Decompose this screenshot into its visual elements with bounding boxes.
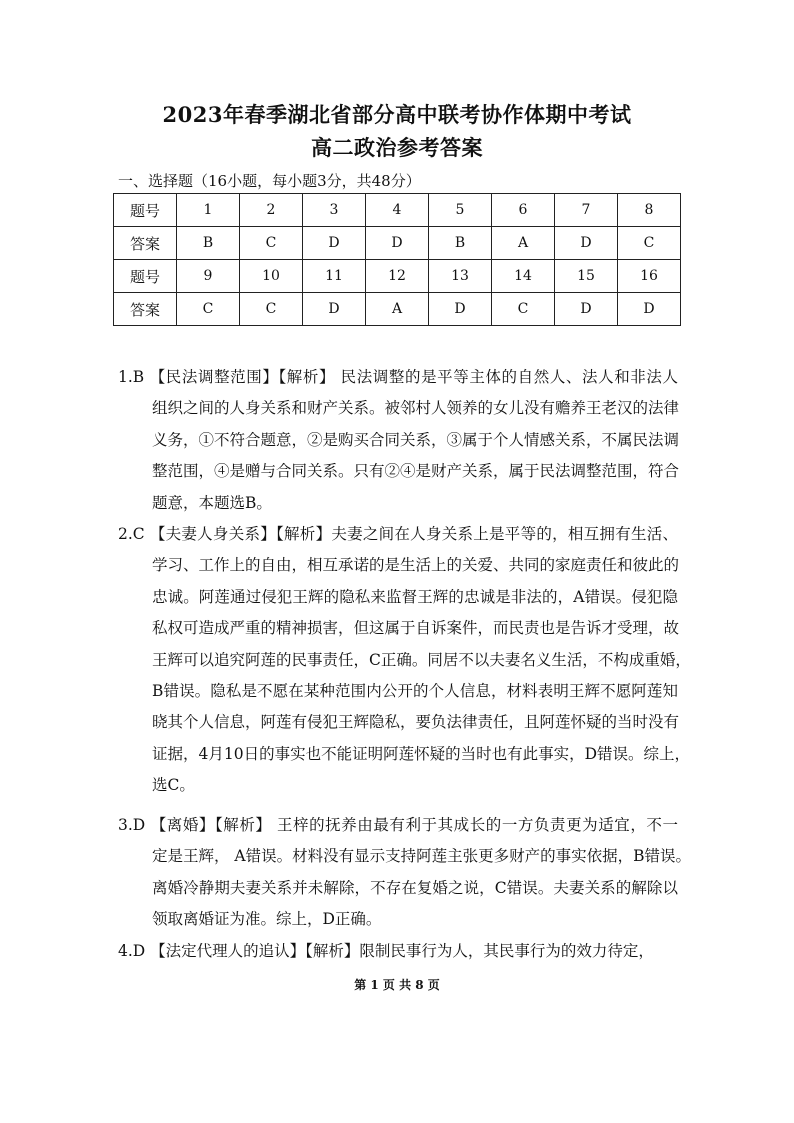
explanation-line: 私权可造成严重的精神损害，但这属于自诉案件，而民责也是告诉才受理，故 (152, 619, 680, 638)
table-row (114, 194, 681, 227)
table-cell: C (492, 293, 555, 326)
table-cell: C (177, 293, 240, 326)
explanation-line: 学习、工作上的自由，相互承诺的是生活上的关爱、共同的家庭责任和彼此的 (152, 556, 680, 575)
table-cell: 9 (177, 260, 240, 293)
explanation-line: 忠诚。阿莲通过侵犯王辉的隐私来监督王辉的忠诚是非法的，A错误。侵犯隐 (152, 587, 678, 606)
table-cell: A (366, 293, 429, 326)
table-cell: D (303, 293, 366, 326)
document-subtitle: 高二政治参考答案 (311, 135, 483, 160)
table-cell: C (618, 227, 681, 260)
explanation-line: 整范围，④是赠与合同关系。只有②④是财产关系，属于民法调整范围，符合 (152, 462, 680, 481)
explanation-line: 3.D 【离婚】【解析】 王梓的抚养由最有利于其成长的一方负责更为适宜，不一 (118, 816, 678, 834)
table-cell: 4 (366, 194, 429, 227)
table-cell: D (303, 227, 366, 260)
explanation-line: 1.B 【民法调整范围】【解析】 民法调整的是平等主体的自然人、法人和非法人 (118, 368, 678, 386)
explanation-line: 晓其个人信息，阿莲有侵犯王辉隐私，要负法律责任，且阿莲怀疑的当时没有 (152, 713, 680, 732)
explanation-q1 (118, 362, 678, 519)
table-cell: 14 (492, 260, 555, 293)
table-cell: D (555, 227, 618, 260)
explanation-line: 选C。 (152, 776, 195, 795)
table-cell: B (177, 227, 240, 260)
table-cell: D (366, 227, 429, 260)
page-number: 第 1 页 共 8 页 (354, 978, 440, 992)
explanation-q3 (118, 810, 692, 936)
table-cell: 12 (366, 260, 429, 293)
table-cell: A (492, 227, 555, 260)
table-cell: 1 (177, 194, 240, 227)
table-row (114, 227, 681, 260)
table-cell: C (240, 293, 303, 326)
table-cell: 15 (555, 260, 618, 293)
table-cell: C (240, 227, 303, 260)
explanation-q4 (118, 936, 678, 967)
explanation-q2 (118, 519, 691, 802)
document-title: 2023年春季湖北省部分高中联考协作体期中考试 (162, 102, 632, 127)
table-cell: 7 (555, 194, 618, 227)
table-cell: B (429, 227, 492, 260)
row-header: 题号 (114, 260, 177, 293)
table-cell: 13 (429, 260, 492, 293)
table-cell: D (618, 293, 681, 326)
table-cell: 2 (240, 194, 303, 227)
explanation-line: 4.D 【法定代理人的追认】【解析】限制民事行为人，其民事行为的效力待定， (118, 942, 654, 960)
table-cell: 10 (240, 260, 303, 293)
explanation-line: 定是王辉， A错误。材料没有显示支持阿莲主张更多财产的事实依据，B错误。 (152, 847, 692, 866)
explanation-line: B错误。隐私是不愿在某种范围内公开的个人信息，材料表明王辉不愿阿莲知 (152, 682, 678, 701)
explanation-line: 2.C 【夫妻人身关系】【解析】夫妻之间在人身关系上是平等的，相互拥有生活、 (118, 525, 678, 543)
explanation-line: 组织之间的人身关系和财产关系。被邻村人领养的女儿没有赡养王老汉的法律 (152, 399, 680, 418)
explanation-line: 义务，①不符合题意，②是购买合同关系，③属于个人情感关系，不属民法调 (152, 430, 680, 449)
row-header: 答案 (114, 227, 177, 260)
explanation-line: 王辉可以追究阿莲的民事责任，C正确。同居不以夫妻名义生活，不构成重婚， (152, 650, 691, 669)
row-header: 题号 (114, 194, 177, 227)
table-cell: 8 (618, 194, 681, 227)
table-cell: 16 (618, 260, 681, 293)
table-cell: 11 (303, 260, 366, 293)
explanation-line: 领取离婚证为准。综上，D正确。 (152, 910, 382, 929)
table-row (114, 293, 681, 326)
table-cell: D (555, 293, 618, 326)
section-heading-multiple-choice: 一、选择题（16小题，每小题3分，共48分） (118, 172, 421, 190)
explanation-line: 证据，4月10日的事实也不能证明阿莲怀疑的当时也有此事实，D错误。综上， (152, 744, 691, 763)
table-cell: 6 (492, 194, 555, 227)
table-row (114, 260, 681, 293)
answer-table (113, 193, 681, 326)
row-header: 答案 (114, 293, 177, 326)
table-cell: 3 (303, 194, 366, 227)
explanation-line: 离婚冷静期夫妻关系并未解除，不存在复婚之说，C错误。夫妻关系的解除以 (152, 878, 678, 897)
explanation-line: 题意，本题选B。 (152, 493, 272, 512)
table-cell: D (429, 293, 492, 326)
table-cell: 5 (429, 194, 492, 227)
